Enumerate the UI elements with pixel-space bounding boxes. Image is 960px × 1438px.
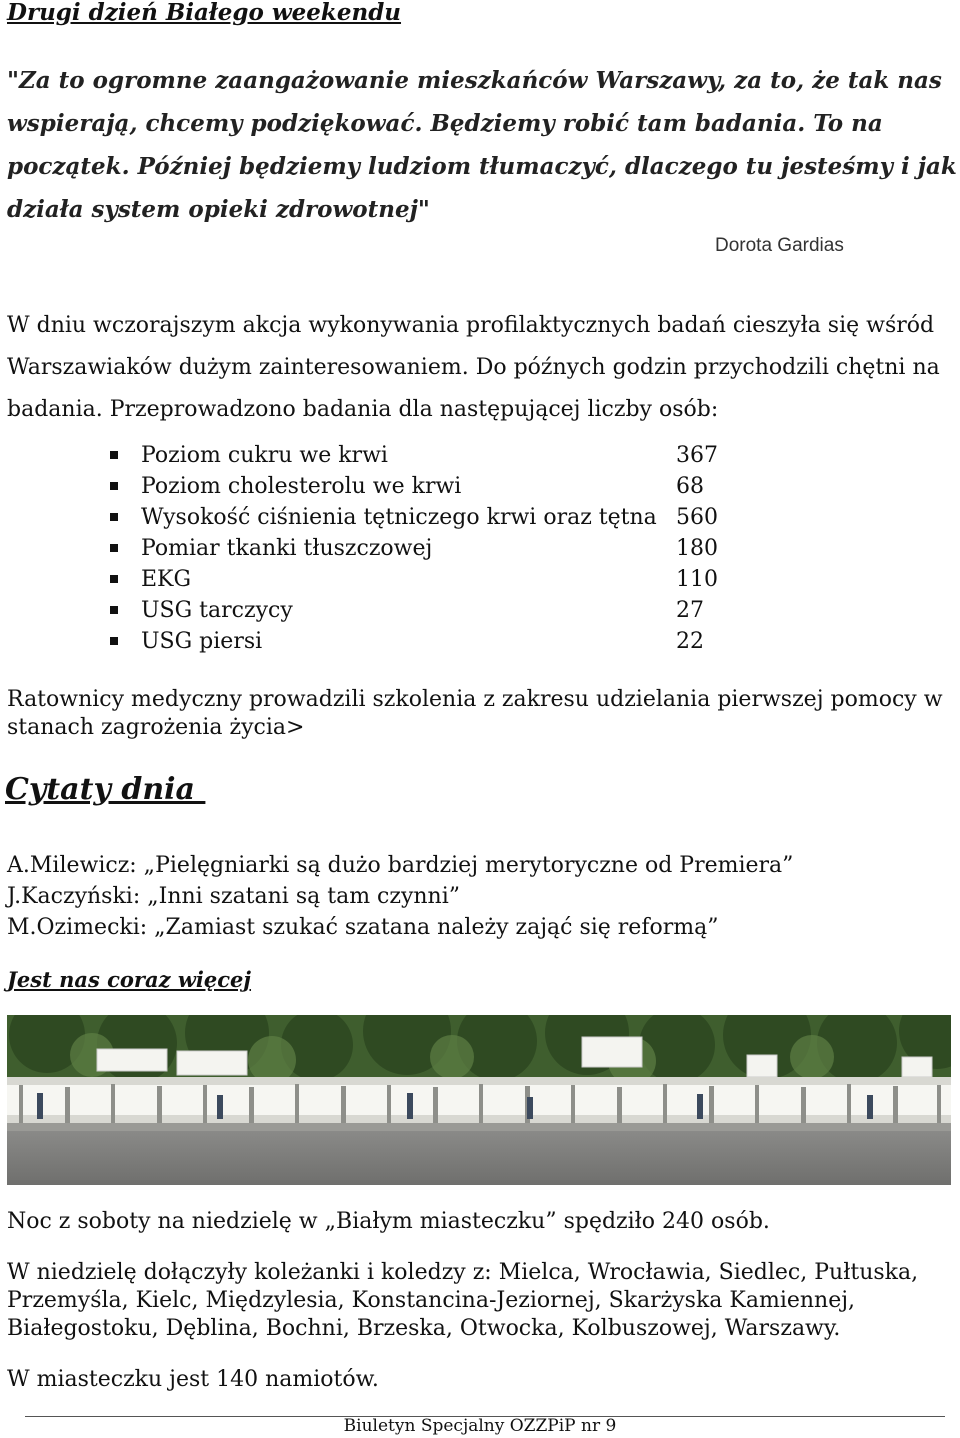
list-item (110, 533, 750, 564)
test-count: 22 (676, 629, 704, 654)
joined-line: Przemyśla, Kielc, Międzylesia, Konstancina-Jeziornej, Skarżyska Kamiennej, (7, 1288, 856, 1313)
test-count: 180 (676, 536, 718, 561)
bullet-square-icon (110, 482, 118, 490)
joined-line: W niedzielę dołączyły koleżanki i koledzy z: Mielca, Wrocławia, Siedlec, Pułtuska, (7, 1260, 919, 1285)
test-label: Poziom cholesterolu we krwi (141, 474, 462, 499)
quote-block (7, 59, 957, 231)
list-item (110, 440, 750, 471)
test-label: EKG (141, 567, 192, 592)
test-count: 110 (676, 567, 718, 592)
quote-line: "Za to ogromne zaangażowanie mieszkańców Warszawy, za to, że tak nas (7, 67, 942, 94)
intro-line: Warszawiaków dużym zainteresowaniem. Do późnych godzin przychodzili chętni na (7, 355, 940, 380)
headline-second-day: Drugi dzień Białego weekendu (7, 0, 402, 26)
citation-line: J.Kaczyński: „Inni szatani są tam czynni” (7, 884, 461, 909)
test-count: 27 (676, 598, 704, 623)
test-count: 560 (676, 505, 718, 530)
bullet-square-icon (110, 451, 118, 459)
test-count: 367 (676, 443, 718, 468)
test-label: Wysokość ciśnienia tętniczego krwi oraz tętna (141, 505, 657, 530)
quote-line: działa system opieki zdrowotnej" (7, 196, 430, 223)
test-label: USG tarczycy (141, 598, 293, 623)
bullet-square-icon (110, 575, 118, 583)
test-label: Poziom cukru we krwi (141, 443, 388, 468)
headline-quotes-of-day: Cytaty dnia (5, 772, 206, 807)
bullet-square-icon (110, 637, 118, 645)
headline-growing: Jest nas coraz więcej (7, 967, 252, 992)
night-paragraph: Noc z soboty na niedzielę w „Białym miasteczku” spędziło 240 osób. (7, 1209, 770, 1234)
citations-list (7, 850, 957, 943)
tents-paragraph: W miasteczku jest 140 namiotów. (7, 1367, 379, 1392)
intro-line: badania. Przeprowadzono badania dla następującej liczby osób: (7, 397, 719, 422)
protest-crowd-photo (7, 1015, 951, 1185)
footer-text: Biuletyn Specjalny OZZPiP nr 9 (343, 1416, 617, 1436)
list-item (110, 502, 750, 533)
citation-line: M.Ozimecki: „Zamiast szukać szatana należy zająć się reformą” (7, 915, 719, 940)
quote-line: wspierają, chcemy podziękować. Będziemy robić tam badania. To na (7, 110, 883, 137)
test-label: USG piersi (141, 629, 263, 654)
rescue-line: stanach zagrożenia życia> (7, 715, 305, 740)
quote-author: Dorota Gardias (715, 235, 844, 256)
list-item (110, 564, 750, 595)
tests-list (110, 440, 750, 657)
citation-line: A.Milewicz: „Pielęgniarki są dużo bardziej merytoryczne od Premiera” (7, 853, 794, 878)
bullet-square-icon (110, 606, 118, 614)
bullet-square-icon (110, 513, 118, 521)
rescue-paragraph (7, 686, 957, 742)
intro-paragraph (7, 305, 957, 431)
intro-line: W dniu wczorajszym akcja wykonywania profilaktycznych badań cieszyła się wśród (7, 313, 935, 338)
test-count: 68 (676, 474, 704, 499)
list-item (110, 626, 750, 657)
list-item (110, 595, 750, 626)
rescue-line: Ratownicy medyczny prowadzili szkolenia z zakresu udzielania pierwszej pomocy w (7, 687, 943, 712)
list-item (110, 471, 750, 502)
quote-line: początek. Później będziemy ludziom tłumaczyć, dlaczego tu jesteśmy i jak (7, 153, 957, 180)
bullet-square-icon (110, 544, 118, 552)
joined-line: Białegostoku, Dęblina, Bochni, Brzeska, Otwocka, Kolbuszowej, Warszawy. (7, 1316, 841, 1341)
joined-paragraph (7, 1259, 957, 1343)
test-label: Pomiar tkanki tłuszczowej (141, 536, 433, 561)
